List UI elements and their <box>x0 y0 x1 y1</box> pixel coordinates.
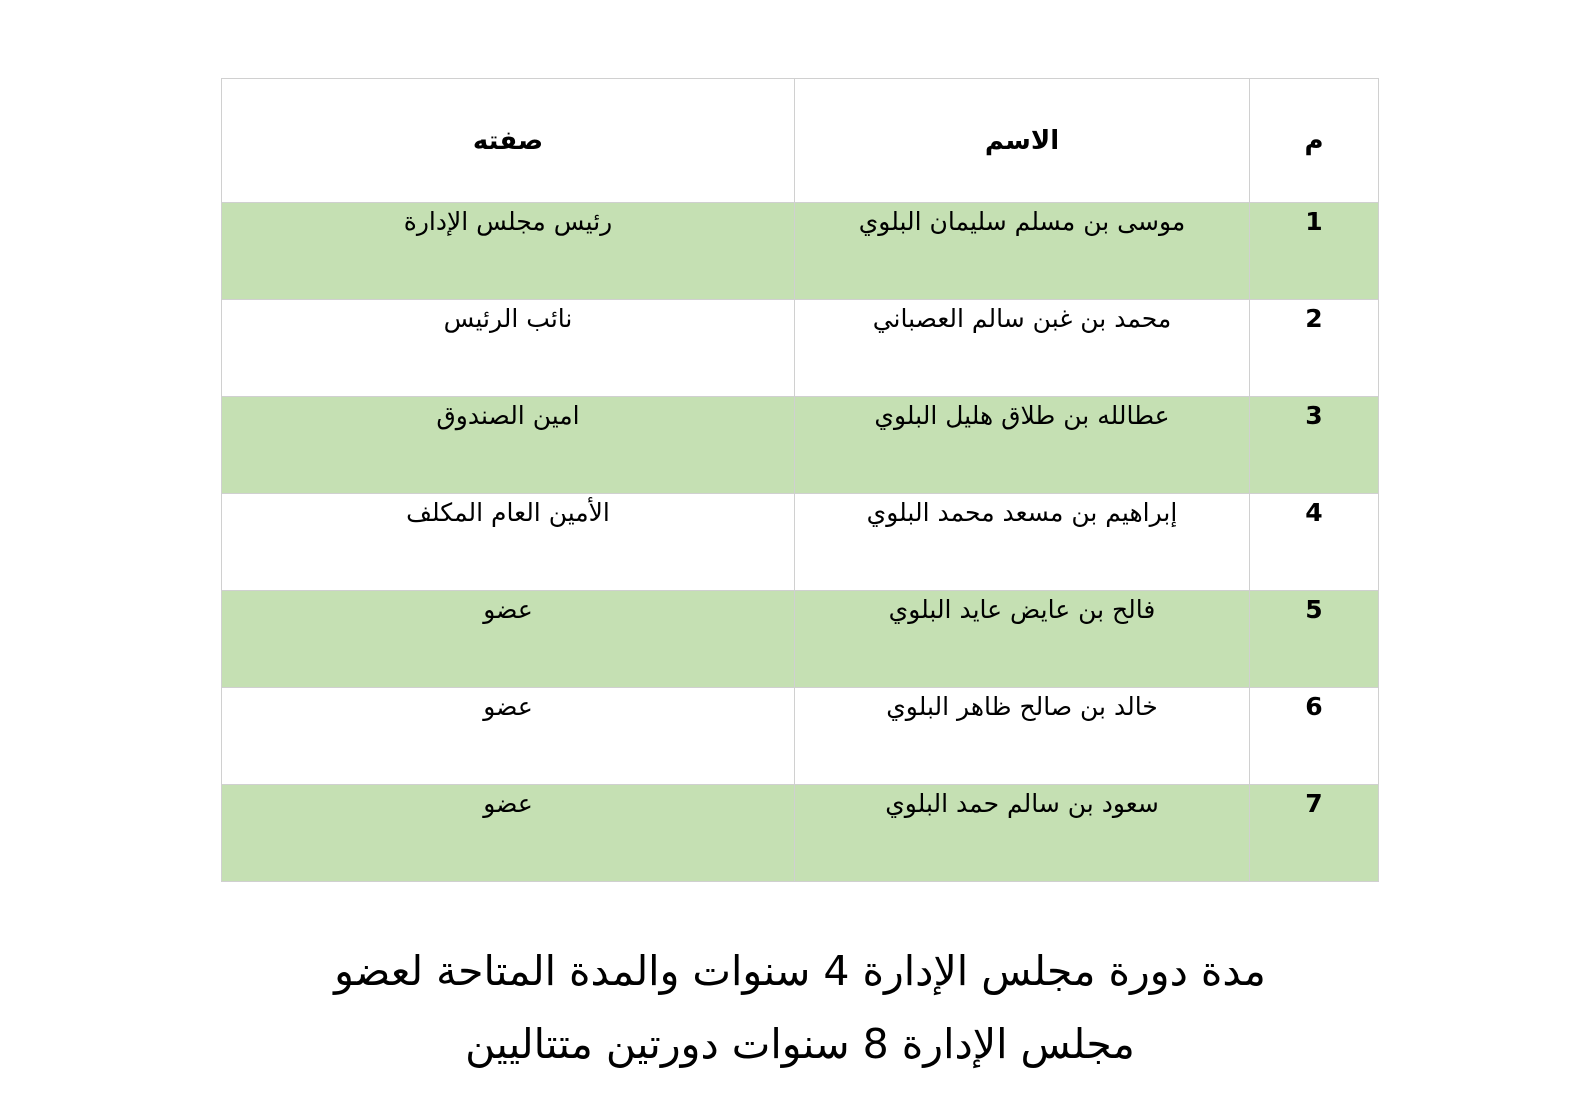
table-header-row <box>222 79 1379 203</box>
member-name: خالد بن صالح ظاهر البلوي <box>886 692 1158 721</box>
row-role-cell <box>222 203 795 300</box>
row-name-cell <box>795 688 1250 785</box>
table-row <box>222 494 1379 591</box>
row-number-cell <box>1250 300 1379 397</box>
table-row <box>222 688 1379 785</box>
row-number: 1 <box>1305 207 1323 236</box>
row-number-cell <box>1250 591 1379 688</box>
member-name: عطالله بن طلاق هليل البلوي <box>874 401 1170 430</box>
header-name: الاسم <box>795 79 1250 203</box>
table-row <box>222 591 1379 688</box>
member-role: عضو <box>483 595 533 624</box>
row-role-cell <box>222 300 795 397</box>
row-number: 4 <box>1305 498 1323 527</box>
header-role: صفته <box>222 79 795 203</box>
row-name-cell <box>795 494 1250 591</box>
header-number: م <box>1250 79 1379 203</box>
member-role: عضو <box>483 692 533 721</box>
row-number: 2 <box>1305 304 1323 333</box>
row-number: 3 <box>1305 401 1323 430</box>
table-row <box>222 203 1379 300</box>
row-name-cell <box>795 591 1250 688</box>
row-number-cell <box>1250 688 1379 785</box>
row-name-cell <box>795 397 1250 494</box>
row-name-cell <box>795 300 1250 397</box>
member-role: نائب الرئيس <box>443 304 573 333</box>
row-number-cell <box>1250 203 1379 300</box>
table-row <box>222 300 1379 397</box>
member-name: محمد بن غبن سالم العصباني <box>872 304 1172 333</box>
member-name: موسى بن مسلم سليمان البلوي <box>858 207 1186 236</box>
row-role-cell <box>222 688 795 785</box>
row-number: 7 <box>1305 789 1323 818</box>
member-role: الأمين العام المكلف <box>406 498 610 527</box>
member-name: سعود بن سالم حمد البلوي <box>885 789 1159 818</box>
row-name-cell <box>795 203 1250 300</box>
row-name-cell <box>795 785 1250 882</box>
note-line-2: مجلس الإدارة 8 سنوات دورتين متتاليين <box>465 1020 1135 1068</box>
row-number: 6 <box>1305 692 1323 721</box>
row-number-cell <box>1250 785 1379 882</box>
board-members-table <box>221 78 1379 882</box>
member-role: امين الصندوق <box>436 401 580 430</box>
note-line-1: مدة دورة مجلس الإدارة 4 سنوات والمدة المتاحة لعضو <box>334 947 1266 995</box>
row-number: 5 <box>1305 595 1323 624</box>
row-role-cell <box>222 494 795 591</box>
row-role-cell <box>222 397 795 494</box>
row-role-cell <box>222 785 795 882</box>
row-role-cell <box>222 591 795 688</box>
member-role: رئيس مجلس الإدارة <box>403 207 613 236</box>
member-name: إبراهيم بن مسعد محمد البلوي <box>866 498 1178 527</box>
row-number-cell <box>1250 397 1379 494</box>
member-name: فالح بن عايض عايد البلوي <box>888 595 1156 624</box>
table-row <box>222 785 1379 882</box>
table-row <box>222 397 1379 494</box>
member-role: عضو <box>483 789 533 818</box>
row-number-cell <box>1250 494 1379 591</box>
term-duration-note <box>221 935 1379 1081</box>
